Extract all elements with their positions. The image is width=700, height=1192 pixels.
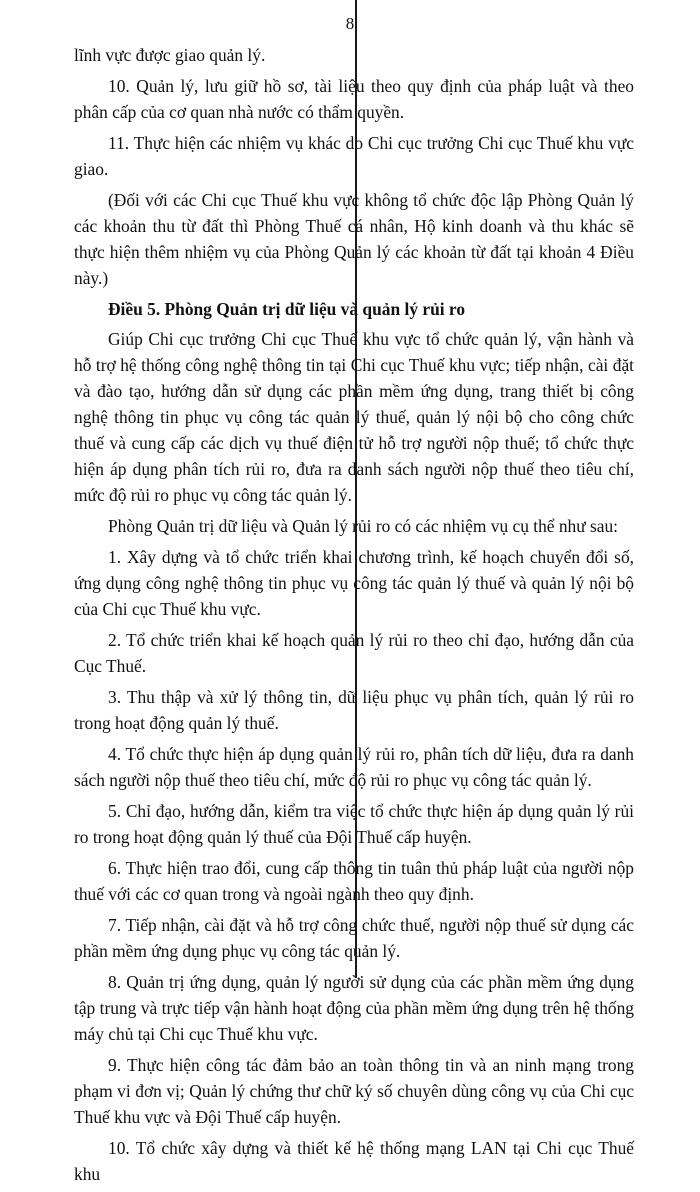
paragraph-duty-7: 7. Tiếp nhận, cài đặt và hỗ trợ công chức thuế, người nộp thuế sử dụng các phần mềm ứng dụng phục vụ công tác quản lý.	[74, 915, 634, 961]
paragraph-duty-9: 9. Thực hiện công tác đảm bảo an toàn thông tin và an ninh mạng trong phạm vi đơn vị; Quản lý chứng thư chữ ký số chuyên dùng công vụ của Chi cục Thuế khu vực và Đội Thuế cấp huyện.	[74, 1055, 634, 1127]
paragraph-continuation: lĩnh vực được giao quản lý.	[74, 45, 266, 65]
paragraph-duty-4: 4. Tổ chức thực hiện áp dụng quản lý rủi ro, phân tích dữ liệu, đưa ra danh sách người nộp thuế theo tiêu chí, mức độ rủi ro phục vụ công tác quản lý.	[74, 744, 634, 790]
paragraph-duties-intro: Phòng Quản trị dữ liệu và Quản lý rủi ro có các nhiệm vụ cụ thể như sau:	[108, 516, 619, 536]
article-5-heading: Điều 5. Phòng Quản trị dữ liệu và quản lý rủi ro	[108, 299, 466, 319]
paragraph-duty-10: 10. Tổ chức xây dựng và thiết kế hệ thống mạng LAN tại Chi cục Thuế khu	[74, 1138, 634, 1184]
paragraph-duty-5: 5. Chỉ đạo, hướng dẫn, kiểm tra việc tổ chức thực hiện áp dụng quản lý rủi ro trong hoạt động quản lý thuế của Đội Thuế cấp huyện.	[74, 801, 634, 847]
paragraph-duty-1: 1. Xây dựng và tổ chức triển khai chương trình, kế hoạch chuyển đổi số, ứng dụng công nghệ thông tin phục vụ công tác quản lý thuế và quản lý nội bộ của Chi cục Thuế khu vực.	[74, 547, 634, 619]
paragraph-duty-6: 6. Thực hiện trao đổi, cung cấp thông tin tuân thủ pháp luật của người nộp thuế với các cơ quan trong và ngoài ngành theo quy định.	[74, 858, 634, 904]
paragraph-item-10: 10. Quản lý, lưu giữ hồ sơ, tài liệu theo quy định của pháp luật và theo phân cấp của cơ quan nhà nước có thẩm quyền.	[74, 76, 634, 122]
page-number: 8	[345, 14, 355, 33]
paragraph-article-5-intro: Giúp Chi cục trưởng Chi cục Thuế khu vực tổ chức quản lý, vận hành và hỗ trợ hệ thống công nghệ thông tin tại Chi cục Thuế khu vực; tiếp nhận, cài đặt và đào tạo, hướng dẫn sử dụng các phần mềm ứng dụng, trang thiết bị công nghệ thông tin phục vụ công tác quản lý thuế, quản lý nội bộ cho công chức thuế và cung cấp các dịch vụ thuế điện tử hỗ trợ người nộp thuế; tổ chức thực hiện áp dụng phân tích rủi ro, đưa ra danh sách người nộp thuế theo tiêu chí, mức độ rủi ro phục vụ công tác quản lý.	[74, 329, 634, 505]
document-body	[74, 42, 634, 1192]
paragraph-duty-8: 8. Quản trị ứng dụng, quản lý người sử dụng của các phần mềm ứng dụng tập trung và trực tiếp vận hành hoạt động của phần mềm ứng dụng trên hệ thống máy chủ tại Chi cục Thuế khu vực.	[74, 972, 634, 1044]
paragraph-duty-2: 2. Tổ chức triển khai kế hoạch quản lý rủi ro theo chỉ đạo, hướng dẫn của Cục Thuế.	[74, 630, 634, 676]
paragraph-duty-3: 3. Thu thập và xử lý thông tin, dữ liệu phục vụ phân tích, quản lý rủi ro trong hoạt động quản lý thuế.	[74, 687, 634, 733]
paragraph-note: (Đối với các Chi cục Thuế khu vực không tổ chức độc lập Phòng Quản lý các khoản thu từ đất thì Phòng Thuế cá nhân, Hộ kinh doanh và thu khác sẽ thực hiện thêm nhiệm vụ của Phòng Quản lý các khoản từ đất tại khoản 4 Điều này.)	[74, 190, 634, 288]
paragraph-item-11: 11. Thực hiện các nhiệm vụ khác do Chi cục trưởng Chi cục Thuế khu vực giao.	[74, 133, 634, 179]
